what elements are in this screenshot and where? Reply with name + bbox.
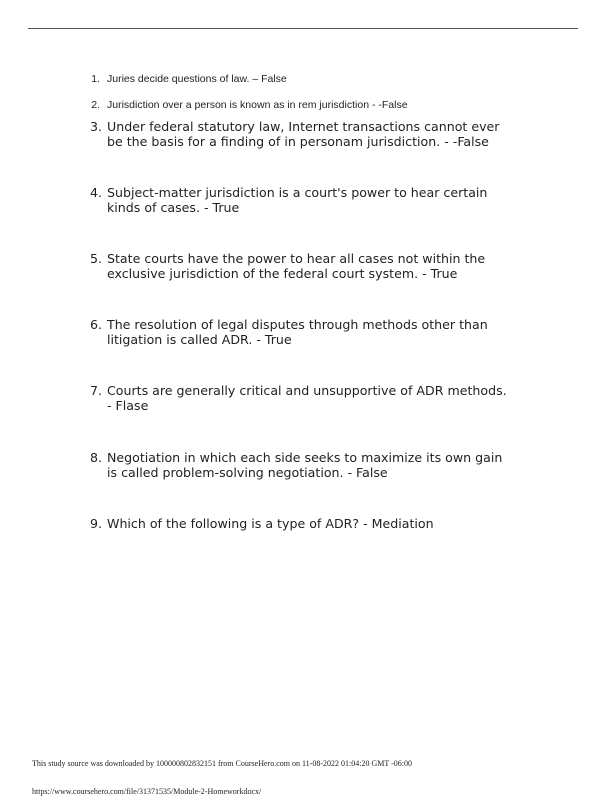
item-text: Juries decide questions of law. – False [107,73,287,85]
item-text-line: litigation is called ADR. - True [107,331,292,347]
item-number: 1. [91,73,100,85]
list-item [88,451,508,481]
item-number: 7. [89,383,102,398]
list-item [88,318,508,348]
item-number: 8. [89,450,102,465]
item-text-line: Subject-matter jurisdiction is a court's power to hear certain [107,185,488,200]
item-text-line: kinds of cases. - True [107,199,240,215]
item-text-line: exclusive jurisdiction of the federal court system. - True [107,265,458,281]
item-text: Jurisdiction over a person is known as in rem jurisdiction - -False [107,99,408,111]
list-item [88,252,508,282]
item-number: 3. [89,119,102,134]
header-divider [28,28,578,29]
item-text-line: - Flase [107,397,149,413]
item-number: 9. [89,516,102,531]
item-number: 2. [91,99,100,111]
item-text: Which of the following is a type of ADR? - Mediation [107,516,434,531]
item-text-line: The resolution of legal disputes through methods other than [107,317,488,332]
item-text-line: State courts have the power to hear all cases not within the [107,251,486,266]
list-item [88,517,508,533]
item-number: 4. [89,185,102,200]
download-notice: This study source was downloaded by 100000802832151 from CourseHero.com on 11-08-2022 01:04:20 GMT -06:00 [32,759,412,768]
item-number: 5. [89,251,102,266]
list-item [88,186,508,216]
list-item [88,72,528,86]
item-text-line: Courts are generally critical and unsupportive of ADR methods. [107,383,507,398]
item-text-line: is called problem-solving negotiation. - False [107,464,388,480]
item-text-line: Under federal statutory law, Internet transactions cannot ever [107,119,500,134]
list-item [88,384,508,414]
item-text-line: be the basis for a finding of in personam jurisdiction. - -False [107,133,489,149]
list-item [88,120,508,150]
item-number: 6. [89,317,102,332]
source-url[interactable]: https://www.coursehero.com/file/31371535/Module-2-Homeworkdocx/ [32,787,262,796]
item-text-line: Negotiation in which each side seeks to maximize its own gain [107,450,503,465]
list-item [88,98,528,112]
